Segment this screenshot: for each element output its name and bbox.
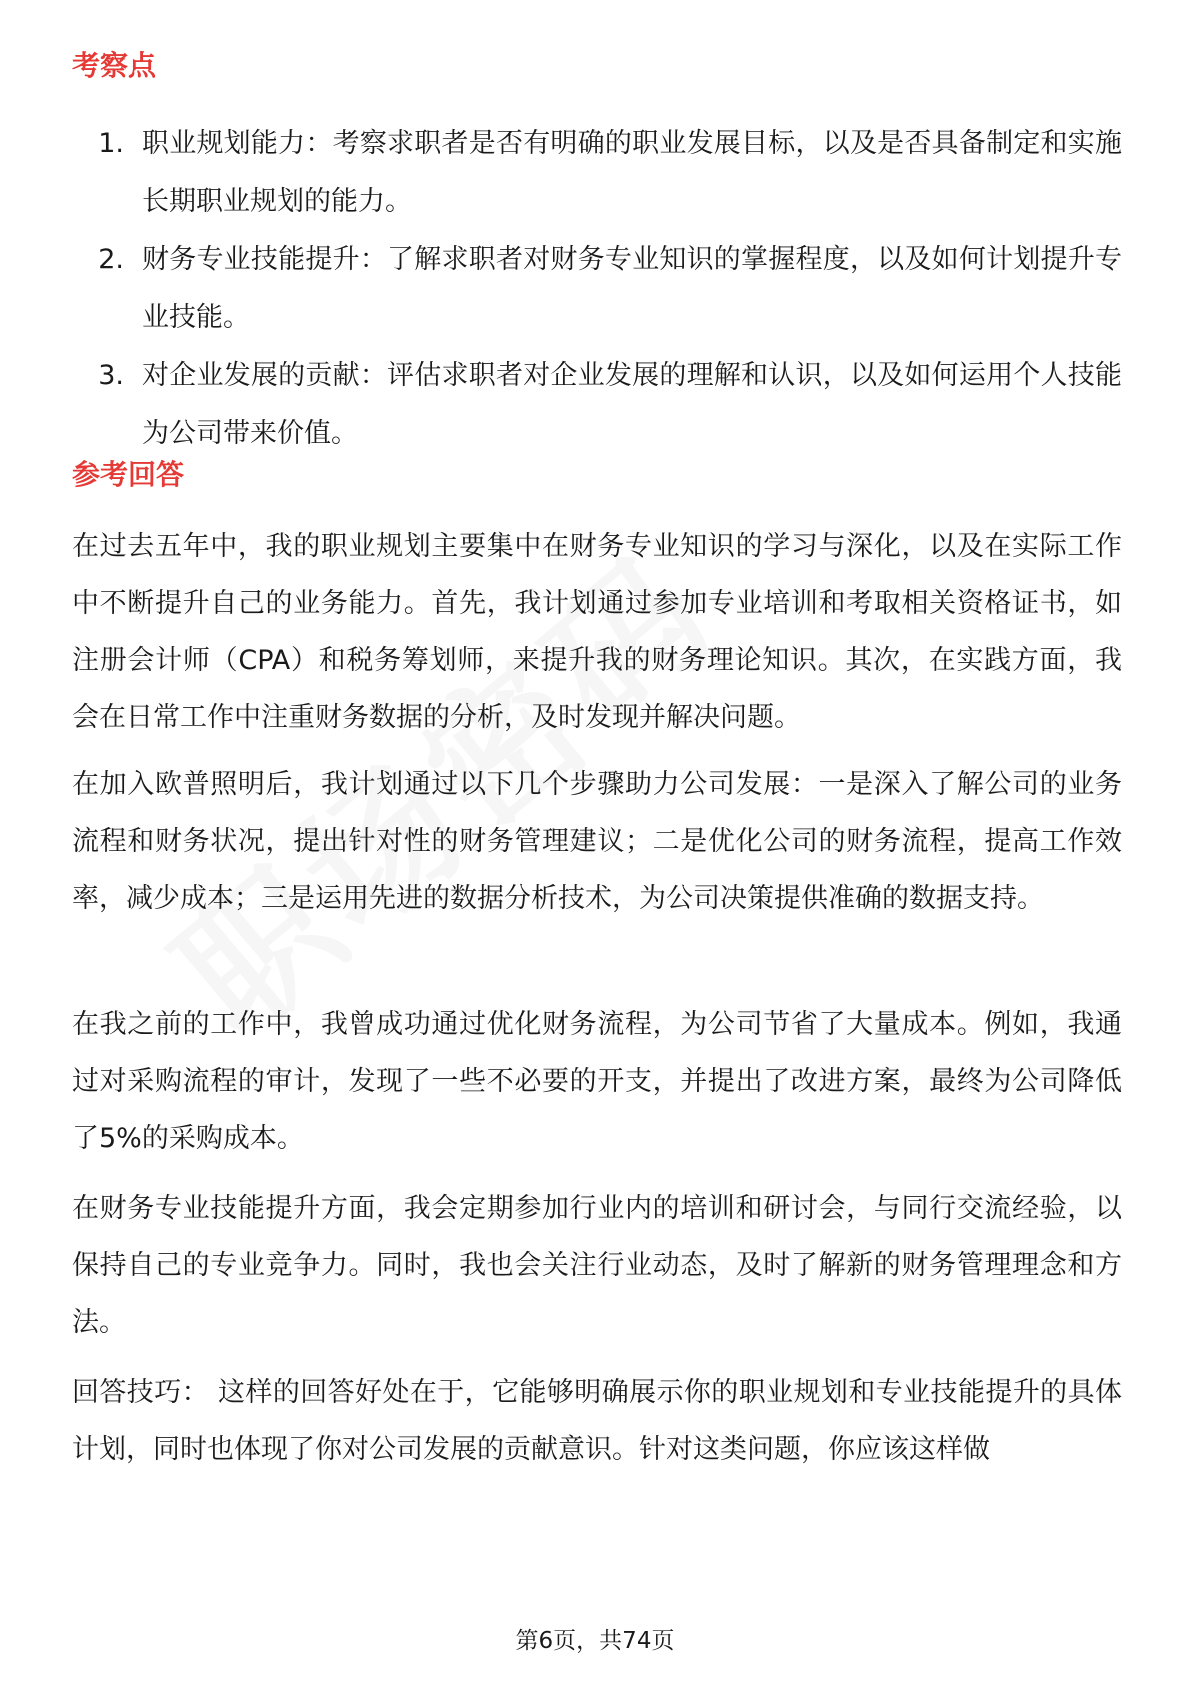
- answer-paragraph: 在加入欧普照明后，我计划通过以下几个步骤助力公司发展：一是深入了解公司的业务流程和财务状况，提出针对性的财务管理建议；二是优化公司的财务流程，提高工作效率，减少成本；三是运用先进的数据分析技术，为公司决策提供准确的数据支持。: [72, 769, 1122, 914]
- answer-paragraph: 在我之前的工作中，我曾成功通过优化财务流程，为公司节省了大量成本。例如，我通过对采购流程的审计，发现了一些不必要的开支，并提出了改进方案，最终为公司降低了5%的采购成本。: [72, 1009, 1122, 1154]
- examination-points-list: [72, 115, 1122, 463]
- list-item-number: 3.: [98, 360, 124, 391]
- section-heading-examination-points: 考察点: [72, 49, 157, 82]
- list-item-number: 2.: [98, 244, 124, 275]
- answer-tips-paragraph: 回答技巧： 这样的回答好处在于，它能够明确展示你的职业规划和专业技能提升的具体计划，同时也体现了你对公司发展的贡献意识。针对这类问题，你应该这样做: [72, 1377, 1122, 1465]
- list-item-text: 职业规划能力：考察求职者是否有明确的职业发展目标，以及是否具备制定和实施长期职业规划的能力。: [142, 128, 1122, 217]
- list-item-text: 对企业发展的贡献：评估求职者对企业发展的理解和认识，以及如何运用个人技能为公司带来价值。: [142, 360, 1122, 449]
- answer-paragraph: 在财务专业技能提升方面，我会定期参加行业内的培训和研讨会，与同行交流经验，以保持自己的专业竞争力。同时，我也会关注行业动态，及时了解新的财务管理理念和方法。: [72, 1193, 1122, 1338]
- list-item-text: 财务专业技能提升：了解求职者对财务专业知识的掌握程度，以及如何计划提升专业技能。: [142, 244, 1122, 333]
- list-item: [72, 231, 1122, 347]
- page-number-footer: 第6页，共74页: [515, 1628, 675, 1654]
- section-heading-reference-answer: 参考回答: [72, 458, 185, 491]
- list-item: [72, 115, 1122, 231]
- list-item: [72, 347, 1122, 463]
- list-item-number: 1.: [98, 128, 124, 159]
- answer-paragraph: 在过去五年中，我的职业规划主要集中在财务专业知识的学习与深化，以及在实际工作中不断提升自己的业务能力。首先，我计划通过参加专业培训和考取相关资格证书，如注册会计师（CPA）和税务筹划师，来提升我的财务理论知识。其次，在实践方面，我会在日常工作中注重财务数据的分析，及时发现并解决问题。: [72, 531, 1122, 733]
